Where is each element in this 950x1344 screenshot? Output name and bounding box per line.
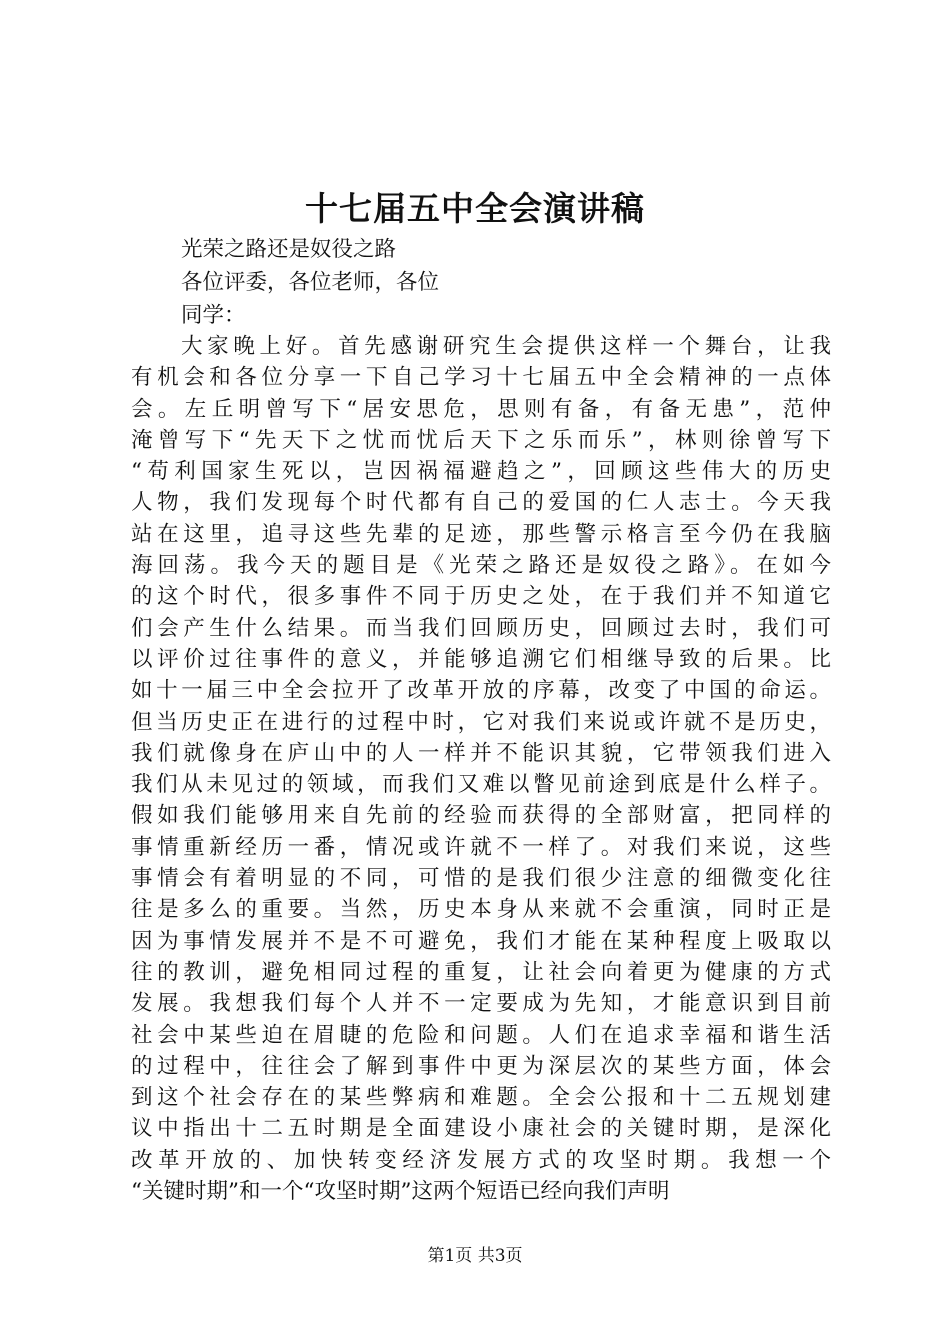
body-line: 但当历史正在进行的过程中时，它对我们来说或许就不是历史， bbox=[131, 709, 831, 735]
body-line: 会。左丘明曾写下“居安思危，思则有备，有备无患”，范仲 bbox=[131, 396, 831, 422]
intro-line: 同学： bbox=[181, 303, 246, 328]
body-line: 假如我们能够用来自先前的经验而获得的全部财富，把同样的 bbox=[131, 803, 831, 829]
body-line: 事情重新经历一番，情况或许就不一样了。对我们来说，这些 bbox=[131, 834, 831, 860]
body-line: 事情会有着明显的不同，可惜的是我们很少注意的细微变化往 bbox=[131, 866, 831, 892]
body-line: 发展。我想我们每个人并不一定要成为先知，才能意识到目前 bbox=[131, 991, 831, 1017]
body-line: 们会产生什么结果。而当我们回顾历史，回顾过去时，我们可 bbox=[131, 615, 831, 641]
body-line: 有机会和各位分享一下自己学习十七届五中全会精神的一点体 bbox=[131, 365, 831, 391]
body-line: 我们从未见过的领域，而我们又难以瞥见前途到底是什么样子。 bbox=[131, 772, 831, 798]
body-line: 淹曾写下“先天下之忧而忧后天下之乐而乐”，林则徐曾写下 bbox=[131, 427, 831, 453]
body-line: 的这个时代，很多事件不同于历史之处，在于我们并不知道它 bbox=[131, 584, 831, 610]
body-line: 以评价过往事件的意义，并能够追溯它们相继导致的后果。比 bbox=[131, 646, 831, 672]
body-line: 我们就像身在庐山中的人一样并不能识其貌，它带领我们进入 bbox=[131, 740, 831, 766]
body-line: 海回荡。我今天的题目是《光荣之路还是奴役之路》。在如今 bbox=[131, 553, 831, 579]
body-line: “关键时期”和一个“攻坚时期”这两个短语已经向我们声明 bbox=[131, 1179, 670, 1205]
body-line: 如十一届三中全会拉开了改革开放的序幕，改变了中国的命运。 bbox=[131, 678, 831, 704]
document-title: 十七届五中全会演讲稿 bbox=[305, 189, 645, 228]
body-paragraph bbox=[131, 331, 831, 1207]
body-line: 议中指出十二五时期是全面建设小康社会的关键时期，是深化 bbox=[131, 1116, 831, 1142]
body-line: “苟利国家生死以，岂因祸福避趋之”，回顾这些伟大的历史 bbox=[131, 459, 831, 485]
page-number-footer: 第1页 共3页 bbox=[427, 1246, 523, 1266]
body-line: 站在这里，追寻这些先辈的足迹，那些警示格言至今仍在我脑 bbox=[131, 521, 831, 547]
body-line: 人物，我们发现每个时代都有自己的爱国的仁人志士。今天我 bbox=[131, 490, 831, 516]
intro-line: 各位评委，各位老师，各位 bbox=[181, 270, 440, 295]
body-line: 到这个社会存在的某些弊病和难题。全会公报和十二五规划建 bbox=[131, 1085, 831, 1111]
intro-line: 光荣之路还是奴役之路 bbox=[181, 237, 397, 262]
body-line: 的过程中，往往会了解到事件中更为深层次的某些方面，体会 bbox=[131, 1053, 831, 1079]
body-line: 往的教训，避免相同过程的重复，让社会向着更为健康的方式 bbox=[131, 959, 831, 985]
body-line: 因为事情发展并不是不可避免，我们才能在某种程度上吸取以 bbox=[131, 928, 831, 954]
body-line: 社会中某些迫在眉睫的危险和问题。人们在追求幸福和谐生活 bbox=[131, 1022, 831, 1048]
body-line: 往是多么的重要。当然，历史本身从来就不会重演，同时正是 bbox=[131, 897, 831, 923]
body-line: 改革开放的、加快转变经济发展方式的攻坚时期。我想一个 bbox=[131, 1147, 831, 1173]
intro-block bbox=[181, 233, 601, 332]
body-line: 大家晚上好。首先感谢研究生会提供这样一个舞台，让我 bbox=[181, 334, 831, 359]
